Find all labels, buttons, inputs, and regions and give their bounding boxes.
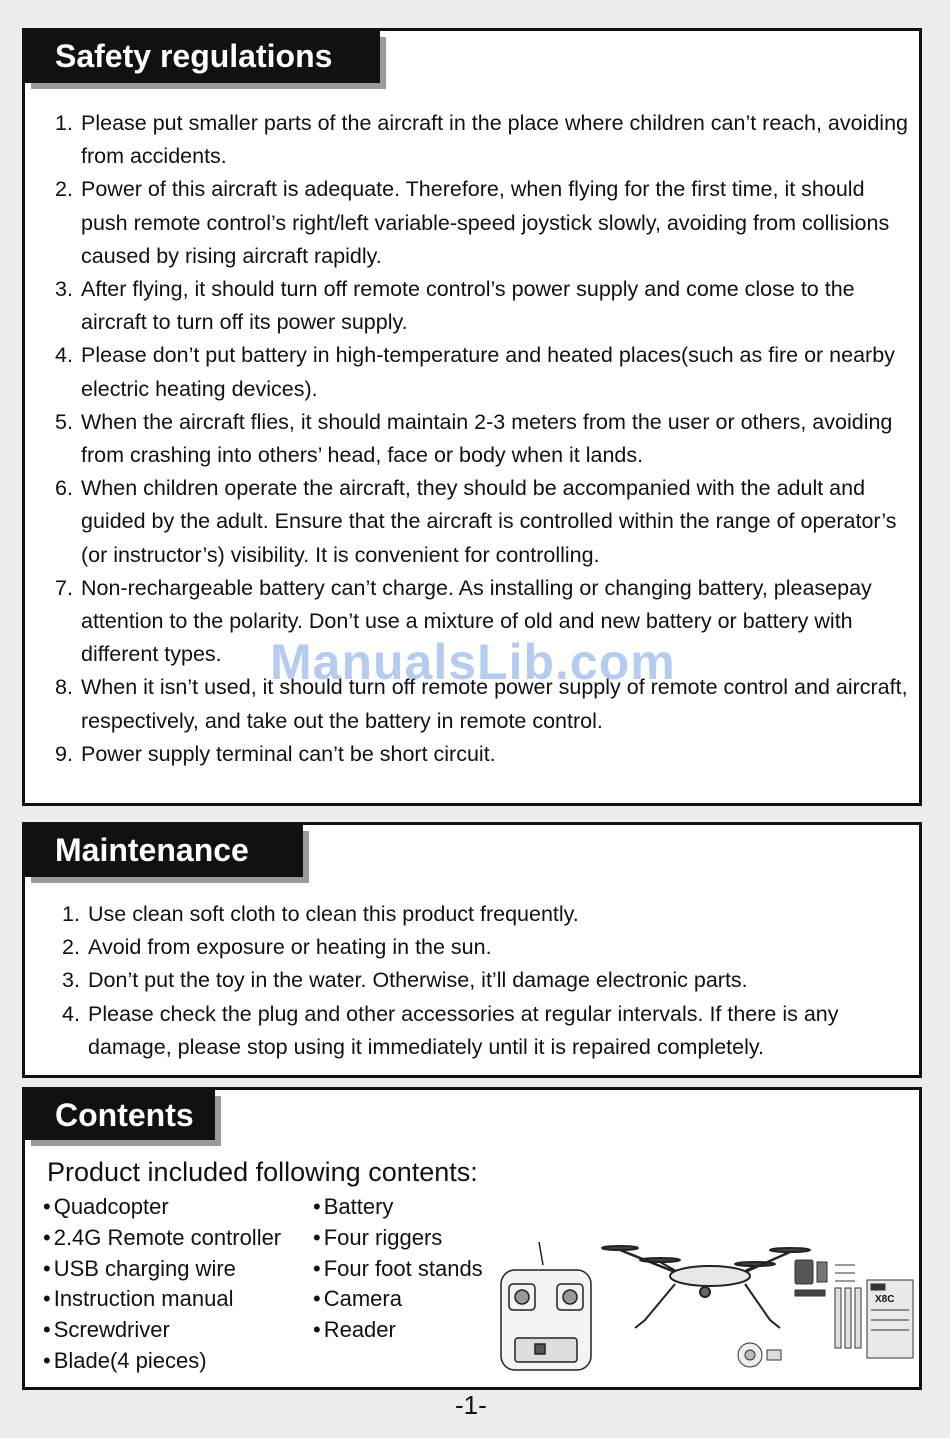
contents-section (22, 1087, 922, 1390)
list-item: • Four foot stands (313, 1254, 483, 1285)
item-number: 1. (55, 111, 73, 135)
item-number: 2. (55, 177, 73, 202)
page-number: -1- (455, 1390, 487, 1420)
list-item: • USB charging wire (43, 1254, 281, 1285)
remote-controller-icon (501, 1242, 591, 1370)
list-item: • Reader (313, 1315, 483, 1346)
item-number: 2. (62, 935, 80, 960)
item-number: 4. (55, 343, 73, 368)
item-text: When it isn’t used, it should turn off remote power supply of remote control and aircraft, respectively, and take out the battery in remote control. (81, 675, 908, 733)
list-item: • Battery (313, 1192, 483, 1223)
list-item (62, 898, 912, 931)
list-item: • Blade(4 pieces) (43, 1346, 281, 1377)
list-item (55, 273, 913, 339)
maintenance-list (62, 898, 912, 1064)
list-item (55, 107, 913, 173)
list-item (55, 339, 913, 405)
item-text: After flying, it should turn off remote control’s power supply and come close to the aircraft to turn off its power supply. (81, 277, 855, 335)
list-item (55, 472, 913, 572)
accessories-icon (738, 1260, 913, 1367)
item-number: 3. (55, 277, 73, 302)
maintenance-title: Maintenance (25, 825, 303, 877)
item-number: 6. (55, 476, 73, 501)
item-number: 7. (55, 575, 73, 600)
safety-regulations-title: Safety regulations (25, 31, 380, 83)
list-item: • Camera (313, 1284, 483, 1315)
item-text: Power supply terminal can’t be short circuit. (81, 741, 496, 766)
item-number: 8. (55, 675, 73, 700)
list-item (55, 173, 913, 273)
contents-title: Contents (25, 1090, 215, 1140)
list-item (62, 964, 912, 997)
maintenance-section (22, 822, 922, 1078)
contents-intro: Product included following contents: (47, 1157, 478, 1187)
item-text: Please don’t put battery in high-temperature and heated places(such as fire or nearby electric heating devices). (81, 343, 895, 401)
list-item: • Quadcopter (43, 1192, 281, 1223)
list-item (55, 738, 913, 771)
list-item (62, 998, 912, 1064)
list-item: • Screwdriver (43, 1315, 281, 1346)
item-number: 3. (62, 968, 80, 993)
item-text: Use clean soft cloth to clean this product frequently. (88, 902, 579, 926)
manual-cover-label: X8C (875, 1294, 895, 1305)
item-number: 1. (62, 902, 80, 926)
item-text: Non-rechargeable battery can’t charge. As installing or changing battery, pleasepay attention to the polarity. Don’t use a mixture of old and new battery or battery with different types. (81, 575, 872, 667)
list-item: • Instruction manual (43, 1284, 281, 1315)
item-text: Avoid from exposure or heating in the sun. (88, 935, 492, 960)
list-item (55, 406, 913, 472)
list-item: • Four riggers (313, 1223, 483, 1254)
list-item (62, 931, 912, 964)
watermark: ManualsLib.com (270, 634, 676, 690)
item-text: Power of this aircraft is adequate. Therefore, when flying for the first time, it should push remote control’s right/left variable-speed joystick slowly, avoiding from collisions caused by rising aircraft rapidly. (81, 177, 890, 268)
item-text: When children operate the aircraft, they should be accompanied with the adult and guided by the adult. Ensure that the aircraft is controlled within the range of operator’s (or instructor’s) visibility. It is convenient for controlling. (81, 476, 897, 567)
contents-list-right (313, 1192, 483, 1346)
item-number: 5. (55, 409, 73, 434)
item-text: Please put smaller parts of the aircraft in the place where children can’t reach, avoiding from accidents. (81, 111, 908, 169)
item-number: 4. (62, 1001, 80, 1026)
list-item: • 2.4G Remote controller (43, 1223, 281, 1254)
product-contents-illustration (495, 1240, 920, 1375)
contents-list-left (43, 1192, 281, 1377)
item-text: When the aircraft flies, it should maintain 2-3 meters from the user or others, avoiding from crashing into others’ head, face or body when it lands. (81, 409, 893, 468)
item-number: 9. (55, 741, 73, 766)
item-text: Don’t put the toy in the water. Otherwise, it’ll damage electronic parts. (88, 968, 748, 993)
quadcopter-icon (602, 1246, 810, 1328)
item-text: Please check the plug and other accessories at regular intervals. If there is any damage, please stop using it immediately until it is repaired completely. (88, 1001, 839, 1059)
